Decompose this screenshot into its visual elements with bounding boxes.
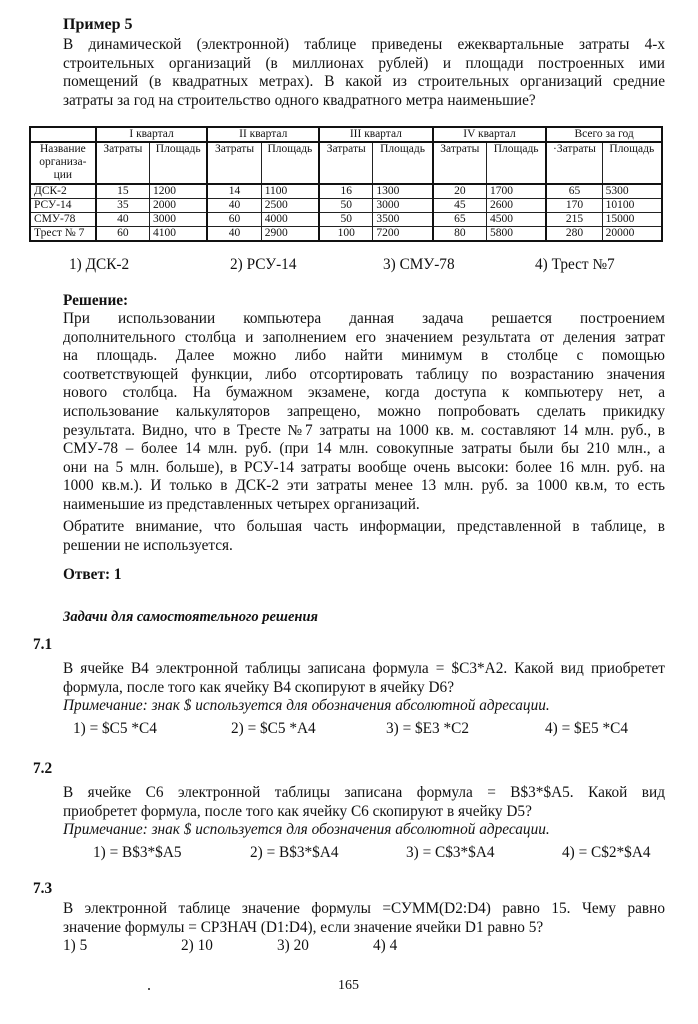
area-cell: 20000 — [602, 227, 662, 242]
table-row — [30, 213, 662, 227]
task-7-2-options — [63, 844, 665, 864]
area-cell: 4000 — [261, 213, 319, 227]
table-header-cell: Площадь — [150, 142, 208, 184]
table-header-cell: Затраты — [207, 142, 261, 184]
table-header-cell: I квартал — [96, 127, 208, 142]
area-cell: 2000 — [150, 199, 208, 213]
org-name-cell: Трест № 7 — [30, 227, 96, 242]
option: 1) = B$3*$A5 — [93, 844, 182, 861]
page-number: 165 — [338, 978, 359, 993]
costs-table — [29, 126, 663, 242]
option: 2) 10 — [181, 937, 213, 954]
example-options — [63, 256, 665, 276]
task-number: 7.1 — [33, 636, 53, 653]
cost-cell: 280 — [546, 227, 602, 242]
example-title: Пример 5 — [63, 16, 133, 33]
self-study-heading: Задачи для самостоятельного решения — [63, 609, 318, 625]
cost-cell: 80 — [433, 227, 487, 242]
text-line: Обратите внимание, что большая часть информации, представленной в таблице, в — [63, 518, 665, 535]
table-header-cell: Затраты — [433, 142, 487, 184]
table-header-cell: Площадь — [602, 142, 662, 184]
area-cell: 1100 — [261, 184, 319, 199]
cost-cell: 40 — [96, 213, 150, 227]
scan-speck — [148, 988, 150, 990]
text-line: они на 5 млн. больше), в РСУ-14 затраты вообще очень высоки: более 16 млн. руб. на — [63, 458, 665, 476]
cost-cell: 60 — [207, 213, 261, 227]
option: 2) = $C5 *A4 — [231, 720, 316, 737]
area-cell: 1300 — [373, 184, 433, 199]
area-cell: 3000 — [373, 199, 433, 213]
table-header-cell: ·Затраты — [546, 142, 602, 184]
area-cell: 3500 — [373, 213, 433, 227]
cost-cell: 14 — [207, 184, 261, 199]
option: 3) СМУ-78 — [383, 256, 455, 273]
option: 3) = C$3*$A4 — [406, 844, 495, 861]
option: 3) 20 — [277, 937, 309, 954]
solution-text — [63, 310, 665, 515]
task-7-3-text — [63, 900, 665, 937]
task-note: Примечание: знак $ используется для обозначения абсолютной адресации. — [63, 821, 550, 839]
cost-cell: 215 — [546, 213, 602, 227]
cost-cell: 50 — [319, 199, 373, 213]
area-cell: 4100 — [150, 227, 208, 242]
text-line: значение формулы = СРЗНАЧ (D1:D4), если значение ячейки D1 равно 5? — [63, 918, 544, 936]
cost-cell: 65 — [433, 213, 487, 227]
table-body — [30, 184, 662, 241]
cost-cell: 40 — [207, 227, 261, 242]
table-header-cell: Площадь — [261, 142, 319, 184]
area-cell: 2900 — [261, 227, 319, 242]
text-line: результата. Видно, что в Тресте №7 затраты на 1000 кв. м. составляют 14 млн. руб., в — [63, 421, 665, 439]
task-number: 7.2 — [33, 760, 53, 777]
option: 3) = $E3 *C2 — [386, 720, 469, 737]
text-line: При использовании компьютера данная задача решается построением — [63, 310, 665, 327]
solution-note — [63, 518, 665, 555]
cost-cell: 50 — [319, 213, 373, 227]
area-cell: 2600 — [486, 199, 546, 213]
text-line: 1000 кв.м.). И только в ДСК-2 эти затраты менее 13 млн. руб. за 1000 кв.м, то есть — [63, 477, 665, 495]
area-cell: 1700 — [486, 184, 546, 199]
option: 4) = $E5 *C4 — [545, 720, 628, 737]
cost-cell: 65 — [546, 184, 602, 199]
option: 4) Трест №7 — [535, 256, 615, 273]
area-cell: 2500 — [261, 199, 319, 213]
cost-cell: 15 — [96, 184, 150, 199]
text-line: приобретет формула, после того как ячейку C6 скопируют в ячейку D5? — [63, 802, 532, 820]
org-name-cell: ДСК-2 — [30, 184, 96, 199]
area-cell: 3000 — [150, 213, 208, 227]
task-number: 7.3 — [33, 880, 53, 897]
table-header-cell: IV квартал — [433, 127, 547, 142]
area-cell: 4500 — [486, 213, 546, 227]
text-line: наименьшие из представленных четырех организаций. — [63, 495, 420, 513]
task-7-2-text — [63, 784, 665, 840]
text-line: В ячейке B4 электронной таблицы записана формула = $C3*A2. Какой вид приобретет — [63, 660, 665, 677]
text-line: соответствующей функции, либо отсортировать таблицу по возрастанию значения — [63, 365, 665, 383]
table-header-cell: Всего за год — [546, 127, 662, 142]
option: 4) = C$2*$A4 — [562, 844, 651, 861]
table-header-cell: III квартал — [319, 127, 433, 142]
cost-cell: 40 — [207, 199, 261, 213]
option: 2) = B$3*$A4 — [250, 844, 339, 861]
table-row — [30, 199, 662, 213]
task-7-3-options — [63, 937, 665, 957]
text-line: В ячейке C6 электронной таблицы записана формула = B$3*$A5. Какой вид — [63, 784, 665, 801]
example-question — [63, 36, 665, 110]
cost-cell: 20 — [433, 184, 487, 199]
task-7-1-options — [63, 720, 665, 740]
area-cell: 7200 — [373, 227, 433, 242]
cost-cell: 170 — [546, 199, 602, 213]
table-header-quarters — [30, 127, 662, 142]
org-name-cell: СМУ-78 — [30, 213, 96, 227]
table-header-cell: II квартал — [207, 127, 319, 142]
org-name-cell: РСУ-14 — [30, 199, 96, 213]
text-line: решении не используется. — [63, 536, 233, 554]
text-line: затраты за год на строительство одного квадратного метра наименьшие? — [63, 91, 536, 109]
option: 1) = $C5 *C4 — [73, 720, 157, 737]
text-line: В динамической (электронной) таблице приведены ежеквартальные затраты 4-х — [63, 36, 665, 53]
text-line: В электронной таблице значение формулы =СУММ(D2:D4) равно 15. Чему равно — [63, 900, 665, 917]
text-line: на площадь. Далее можно либо найти минимум в столбце с помощью — [63, 347, 665, 365]
text-line: дополнительного столбца и заполнением его значением результата от деления затрат — [63, 328, 665, 346]
area-cell: 15000 — [602, 213, 662, 227]
solution-heading: Решение: — [63, 292, 129, 309]
table-row — [30, 184, 662, 199]
cost-cell: 100 — [319, 227, 373, 242]
area-cell: 10100 — [602, 199, 662, 213]
table-header-cell: Название организа-ции — [30, 142, 96, 184]
text-line: использование калькуляторов запрещено, можно попробовать сделать прикидку — [63, 402, 665, 420]
text-line: помещений (в квадратных метрах). В какой из строительных организаций средние — [63, 73, 665, 91]
text-line: СМУ-78 – более 14 млн. руб. (при 14 млн. совокупные затраты были бы 210 млн., а — [63, 440, 665, 458]
table-header-subcolumns — [30, 142, 662, 184]
cost-cell: 60 — [96, 227, 150, 242]
option: 2) РСУ-14 — [230, 256, 297, 273]
table-header-cell: Затраты — [319, 142, 373, 184]
cost-cell: 35 — [96, 199, 150, 213]
text-line: нового столбца. На бумажном экзамене, когда доступа к компьютеру нет, а — [63, 384, 665, 402]
text-line: строительных организаций (в миллионах рублей) и площади построенных ими — [63, 54, 665, 72]
area-cell: 1200 — [150, 184, 208, 199]
task-note: Примечание: знак $ используется для обозначения абсолютной адресации. — [63, 697, 550, 715]
cost-cell: 45 — [433, 199, 487, 213]
option: 4) 4 — [373, 937, 398, 954]
option: 1) ДСК-2 — [69, 256, 130, 273]
option: 1) 5 — [63, 937, 88, 954]
task-7-1-text — [63, 660, 665, 716]
text-line: формула, после того как ячейку B4 скопируют в ячейку D6? — [63, 678, 454, 696]
answer: Ответ: 1 — [63, 566, 122, 583]
area-cell: 5800 — [486, 227, 546, 242]
table-row — [30, 227, 662, 242]
table-header-cell: Площадь — [486, 142, 546, 184]
table-header-cell: Затраты — [96, 142, 150, 184]
area-cell: 5300 — [602, 184, 662, 199]
table-header-cell: Площадь — [373, 142, 433, 184]
table-corner-cell — [30, 127, 96, 142]
cost-cell: 16 — [319, 184, 373, 199]
